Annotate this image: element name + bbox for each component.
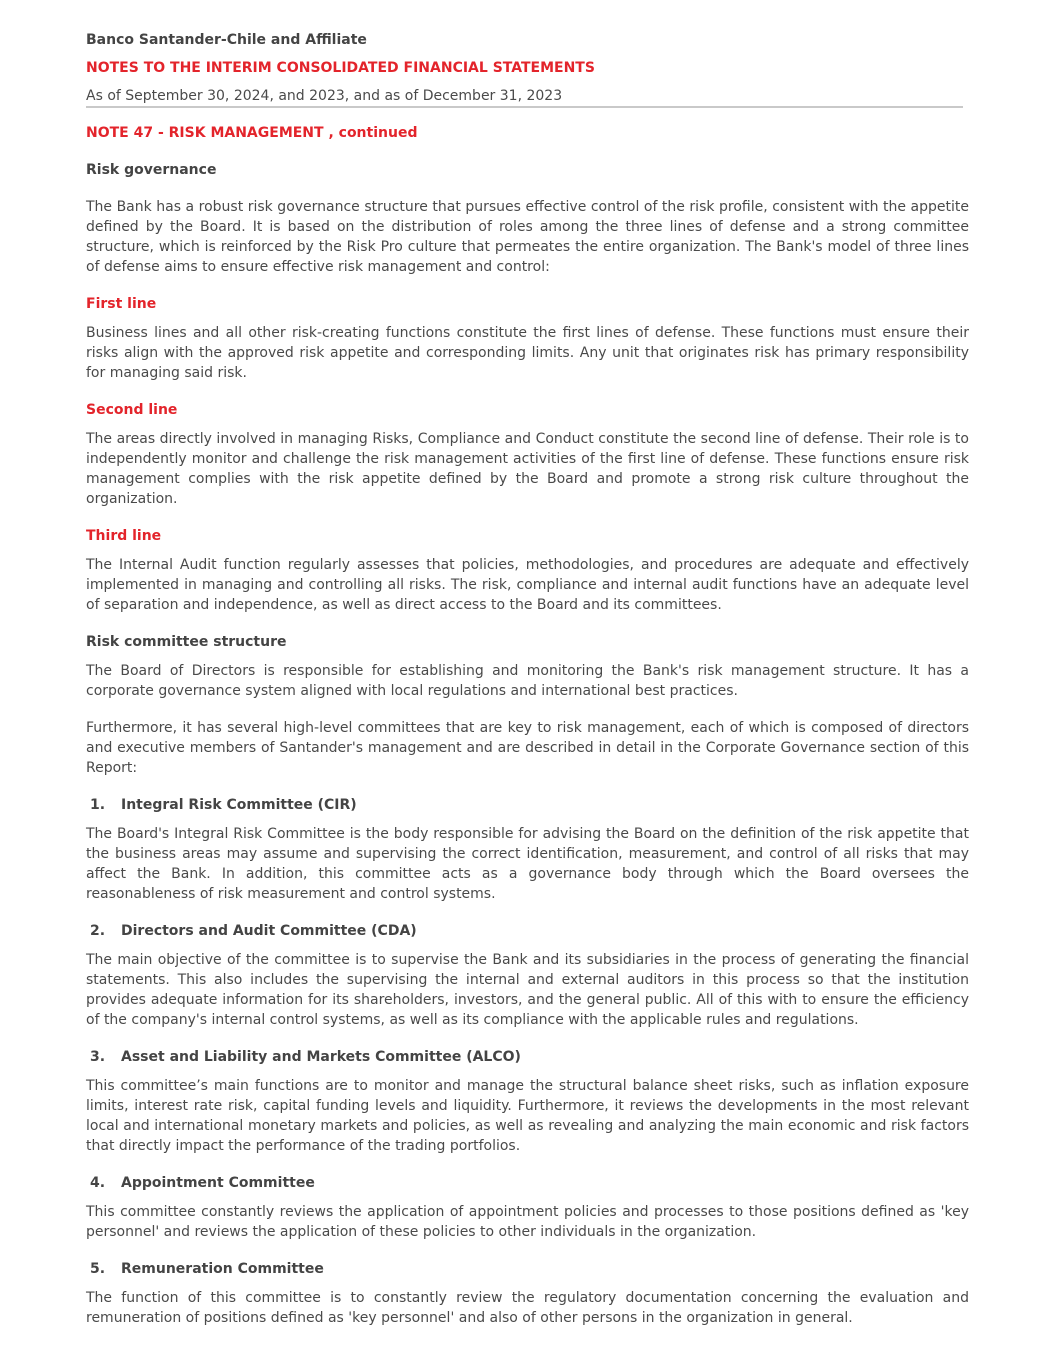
committee-title: Directors and Audit Committee (CDA) [121,923,417,939]
committee-heading-1 [86,795,969,815]
committee-paragraph-4: This committee constantly reviews the application of appointment policies and processes to those positions defined as 'key personnel' and reviews the application of these policies to other individuals in the organization. [86,1204,969,1240]
committee-heading-3 [86,1047,969,1067]
committee-title: Asset and Liability and Markets Committee (ALCO) [121,1049,521,1065]
risk-governance-paragraph: The Bank has a robust risk governance structure that pursues effective control of the risk profile, consistent with the appetite defined by the Board. It is based on the distribution of roles among the three lines of defense and a strong committee structure, which is reinforced by the Risk Pro culture that permeates the entire organization. The Bank's model of three lines of defense aims to ensure effective risk management and control: [86,199,969,275]
committee-number: 4. [90,1175,106,1191]
committee-heading-4 [86,1173,969,1193]
second-line-paragraph: The areas directly involved in managing Risks, Compliance and Conduct constitute the second line of defense. Their role is to independently monitor and challenge the risk management activities of the first line of defense. These functions ensure risk management complies with the risk appetite defined by the Board and promote a strong risk culture throughout the organization. [86,431,969,507]
committee-number: 2. [90,923,106,939]
second-line-heading: Second line [86,402,178,418]
third-line-paragraph: The Internal Audit function regularly assesses that policies, methodologies, and procedures are adequate and effectively implemented in managing and controlling all risks. The risk, compliance and internal audit functions have an adequate level of separation and independence, as well as direct access to the Board and its committees. [86,557,969,613]
first-line-heading: First line [86,296,157,312]
committee-number: 5. [90,1261,106,1277]
committee-heading-5 [86,1259,969,1279]
committee-structure-paragraph-2: Furthermore, it has several high-level committees that are key to risk management, each of which is composed of directors and executive members of Santander's management and are described in detail in the Corporate Governance section of this Report: [86,720,969,776]
committee-number: 3. [90,1049,106,1065]
document-date: As of September 30, 2024, and 2023, and as of December 31, 2023 [86,88,563,104]
header-divider [86,106,963,108]
committee-paragraph-2: The main objective of the committee is to supervise the Bank and its subsidiaries in the process of generating the financial statements. This also includes the supervising the internal and external auditors in this process so that the institution provides adequate information for its shareholders, investors, and the general public. All of this with to ensure the efficiency of the company's internal control systems, as well as its compliance with the applicable rules and regulations. [86,952,969,1028]
committee-structure-paragraph-1: The Board of Directors is responsible for establishing and monitoring the Bank's risk management structure. It has a corporate governance system aligned with local regulations and international best practices. [86,663,969,699]
note-title: NOTE 47 - RISK MANAGEMENT , continued [86,125,418,141]
committee-heading-2 [86,921,969,941]
committee-number: 1. [90,797,106,813]
committee-paragraph-1: The Board's Integral Risk Committee is the body responsible for advising the Board on the definition of the risk appetite that the business areas may assume and supervising the correct identification, measurement, and control of all risks that may affect the Bank. In addition, this committee acts as a governance body through which the Board oversees the reasonableness of risk measurement and control systems. [86,826,969,902]
committee-title: Remuneration Committee [121,1261,324,1277]
company-name: Banco Santander-Chile and Affiliate [86,32,367,48]
first-line-paragraph: Business lines and all other risk-creating functions constitute the first lines of defense. These functions must ensure their risks align with the approved risk appetite and corresponding limits. Any unit that originates risk has primary responsibility for managing said risk. [86,325,969,381]
committee-title: Appointment Committee [121,1175,315,1191]
document-title: NOTES TO THE INTERIM CONSOLIDATED FINANCIAL STATEMENTS [86,60,595,76]
third-line-heading: Third line [86,528,162,544]
committee-title: Integral Risk Committee (CIR) [121,797,357,813]
committee-structure-heading: Risk committee structure [86,634,287,650]
committee-paragraph-3: This committee’s main functions are to monitor and manage the structural balance sheet risks, such as inflation exposure limits, interest rate risk, capital funding levels and liquidity. Furthermore, it reviews the developments in the most relevant local and international monetary markets and policies, as well as revealing and analyzing the main economic and risk factors that directly impact the performance of the trading portfolios. [86,1078,969,1154]
risk-governance-heading: Risk governance [86,162,217,178]
committee-paragraph-5: The function of this committee is to constantly review the regulatory documentation concerning the evaluation and remuneration of positions defined as 'key personnel' and also of other persons in the organization in general. [86,1290,969,1326]
